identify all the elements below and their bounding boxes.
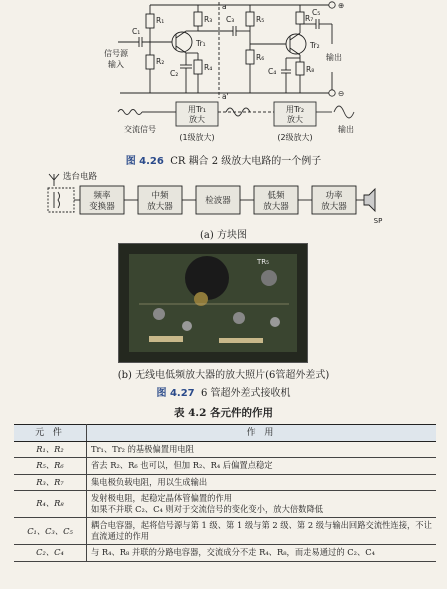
label-C1: C₁ [132, 27, 141, 36]
row-description: 省去 R₂、R₆ 也可以，但加 R₂、R₄ 后偏置点稳定 [87, 458, 437, 474]
fig-4-26-text: CR 耦合 2 级放大电路的一个例子 [170, 156, 322, 167]
table-title: 表 4.2 各元件的作用 [173, 407, 274, 419]
row-description [87, 490, 437, 517]
label-R3: R₃ [204, 15, 213, 24]
label-C4: C₄ [268, 67, 277, 76]
label-Tr1: Tr₁ [196, 39, 206, 48]
signal-flow-diagram [0, 100, 447, 148]
label-R5: R₅ [256, 15, 265, 24]
tuning-circuit-label: 选台电路 [62, 172, 98, 182]
row-component: C₂、C₄ [14, 545, 87, 561]
table-row [14, 474, 436, 490]
block-lf-amp-2: 放大器 [263, 202, 289, 212]
fig-4-27-caption [0, 384, 447, 399]
component-table [14, 424, 436, 562]
label-C3: C₃ [226, 15, 235, 24]
block-power-amp-1: 功率 [325, 191, 343, 201]
row-component: R₃、R₇ [14, 474, 87, 490]
input-label-line2: 输入 [108, 60, 124, 69]
stage1-box-line1: 用Tr₁ [187, 105, 207, 114]
table-row [14, 490, 436, 517]
row-component: R₁、R₂ [14, 442, 87, 458]
fig-4-27-text: 6 管超外差式接收机 [200, 388, 291, 399]
label-R1: R₁ [156, 16, 165, 25]
supply-plus-symbol: ⊕ [338, 1, 345, 10]
table-row [14, 545, 436, 561]
header-component: 元 件 [14, 425, 87, 442]
input-label-line1: 信号源 [104, 49, 128, 58]
header-function: 作 用 [87, 425, 437, 442]
row-component: C₁、C₃、C₅ [14, 518, 87, 545]
row-description: 耦合电容器，起将信号源与第 1 级、第 1 级与第 2 级、第 2 级与输出回路交流性连接，不让直流通过的作用 [87, 518, 437, 545]
table-row [14, 442, 436, 458]
label-a-prime: a' [222, 92, 229, 100]
table-row [14, 518, 436, 545]
label-C5: C₅ [312, 8, 321, 17]
block-if-amp-2: 放大器 [147, 202, 173, 212]
row-description-line: 发射极电阻，起稳定晶体管偏置的作用 [91, 492, 233, 503]
block-freq-converter-2: 变换器 [89, 202, 115, 212]
stage1-box-line2: 放大 [189, 115, 205, 124]
photo-label-tr5: TR₅ [257, 258, 269, 266]
fig-4-27a-caption: (a) 方块图 [200, 230, 247, 241]
flow-output: 输出 [338, 125, 354, 134]
block-detector: 检波器 [205, 196, 231, 206]
stage2-caption: (2级放大) [277, 133, 313, 142]
ground-minus-symbol: ⊖ [338, 89, 345, 98]
row-description-line: 如果不并联 C₂、C₄ 则对于交流信号的变化变小，放大倍数降低 [91, 503, 324, 514]
block-power-amp-2: 放大器 [321, 202, 347, 212]
output-label: 输出 [326, 53, 342, 62]
stage2-box-line1: 用Tr₂ [285, 105, 305, 114]
fig-4-27b-caption: (b) 无线电低频放大器的放大照片(6管超外差式) [117, 370, 330, 381]
row-description: 与 R₄、R₈ 并联的分路电容器，交流成分不走 R₄、R₈，而走易通过的 C₂、C₄ [87, 545, 437, 561]
block-if-amp-1: 中频 [151, 191, 169, 201]
label-R6: R₆ [256, 53, 265, 62]
table-row [14, 458, 436, 474]
block-lf-amp-1: 低频 [267, 191, 285, 201]
row-description: 集电极负载电阻，用以生成输出 [87, 474, 437, 490]
block-freq-converter-1: 频率 [93, 191, 111, 201]
label-R2: R₂ [156, 57, 165, 66]
table-header-row [14, 425, 436, 442]
label-a: a [222, 2, 227, 11]
fig-4-26-caption [0, 152, 447, 167]
label-C2: C₂ [170, 69, 179, 78]
flow-ac-signal: 交流信号 [124, 125, 156, 134]
row-component: R₅、R₆ [14, 458, 87, 474]
stage1-caption: (1级放大) [179, 133, 215, 142]
speaker-label: SP [373, 217, 383, 225]
row-component: R₄、R₈ [14, 490, 87, 517]
receiver-block-diagram [0, 170, 447, 230]
stage2-box-line2: 放大 [287, 115, 303, 124]
label-R8: R₈ [306, 65, 315, 74]
fig-4-26-number: 图 4.26 [125, 156, 164, 167]
circuit-board-photo [118, 243, 308, 363]
label-Tr2: Tr₂ [310, 41, 320, 50]
amplifier-circuit-diagram [0, 0, 447, 100]
row-description: Tr₁、Tr₂ 的基极偏置用电阻 [87, 442, 437, 458]
label-R7: R₇ [305, 14, 314, 23]
fig-4-27-number: 图 4.27 [156, 388, 195, 399]
label-R4: R₄ [204, 63, 213, 72]
